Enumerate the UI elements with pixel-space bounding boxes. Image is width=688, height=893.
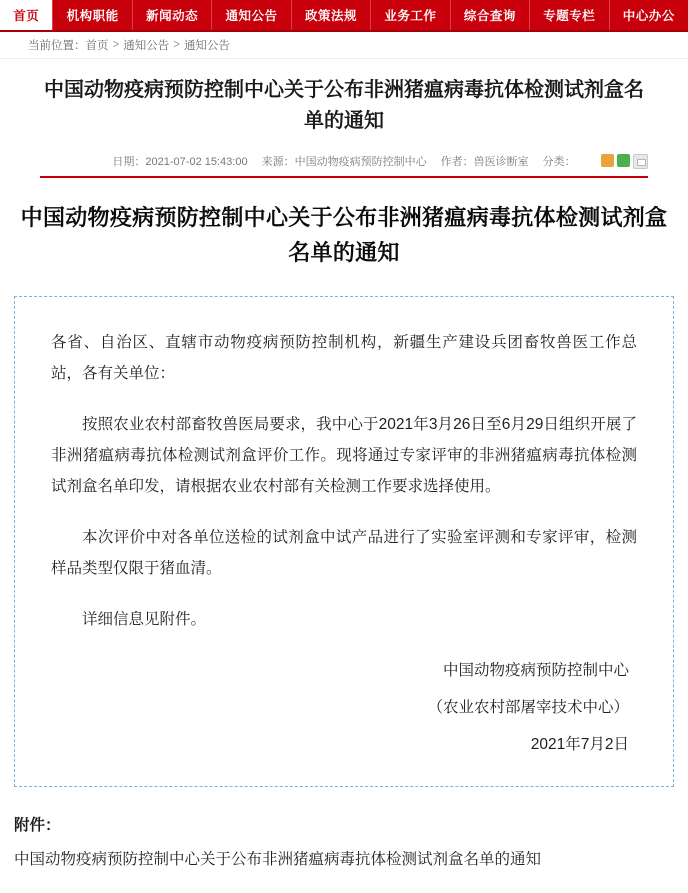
nav-item-home[interactable]: 首页: [0, 0, 53, 30]
share-icon-group: [601, 154, 648, 169]
nav-item-business[interactable]: 业务工作: [371, 0, 450, 30]
attachment-link[interactable]: 中国动物疫病预防控制中心关于公布非洲猪瘟病毒抗体检测试剂盒名单的通知: [14, 851, 542, 869]
nav-item-special-columns[interactable]: 专题专栏: [530, 0, 609, 30]
breadcrumb-item-announcements[interactable]: 通知公告: [123, 40, 170, 52]
attachment-heading: 附件：: [14, 817, 61, 835]
sina-share-icon[interactable]: [601, 154, 614, 167]
breadcrumb-item-home[interactable]: 首页: [85, 40, 109, 52]
wechat-share-icon[interactable]: [617, 154, 630, 167]
document-paragraph-1: 按照农业农村部畜牧兽医局要求，我中心于2021年3月26日至6月29日组织开展了非洲猪瘟病毒抗体检测试剂盒评价工作。现将通过专家评审的非洲猪瘟病毒抗体检测试剂盒名单印发，请根据农业农村部有关检测工作要求选择使用。: [51, 416, 637, 496]
meta-source: 来源：中国动物疫病预防控制中心: [261, 156, 427, 168]
meta-category: 分类：: [542, 156, 576, 168]
article-meta-row: [40, 153, 648, 178]
article-header: [0, 59, 688, 178]
document-paragraph-salutation: 各省、自治区、直辖市动物疫病预防控制机构，新疆生产建设兵团畜牧兽医工作总站，各有关单位：: [51, 334, 637, 383]
page-title: 中国动物疫病预防控制中心关于公布非洲猪瘟病毒抗体检测试剂盒名单的通知: [44, 79, 644, 132]
document-paragraph-3: 详细信息见附件。: [82, 611, 207, 629]
breadcrumb-separator-1: >: [112, 39, 120, 51]
signature-organization: 中国动物疫病预防控制中心: [442, 662, 629, 680]
nav-item-announcements[interactable]: 通知公告: [212, 0, 291, 30]
signature-date: 2021年7月2日: [530, 736, 629, 754]
document-title: 中国动物疫病预防控制中心关于公布非洲猪瘟病毒抗体检测试剂盒名单的通知: [20, 205, 668, 266]
signature-subtitle: （农业农村部屠宰技术中心）: [427, 699, 629, 717]
breadcrumb: [0, 32, 688, 59]
nav-item-functions[interactable]: 机构职能: [53, 0, 132, 30]
nav-item-news[interactable]: 新闻动态: [133, 0, 212, 30]
nav-item-search[interactable]: 综合查询: [451, 0, 530, 30]
print-icon[interactable]: [633, 154, 648, 169]
breadcrumb-prefix: 当前位置：: [28, 40, 86, 52]
breadcrumb-separator-2: >: [173, 39, 180, 51]
document-body: [14, 296, 674, 787]
top-navigation-bar: [0, 0, 688, 32]
meta-author: 作者：兽医诊断室: [440, 156, 529, 168]
nav-item-center-office[interactable]: 中心办公: [622, 9, 675, 23]
nav-item-policies[interactable]: 政策法规: [292, 0, 371, 30]
document-paragraph-2: 本次评价中对各单位送检的试剂盒中试产品进行了实验室评测和专家评审，检测样品类型仅限于猪血清。: [51, 529, 637, 578]
meta-date: 日期：2021-07-02 15:43:00: [112, 156, 248, 168]
breadcrumb-item-current[interactable]: 通知公告: [183, 40, 230, 52]
